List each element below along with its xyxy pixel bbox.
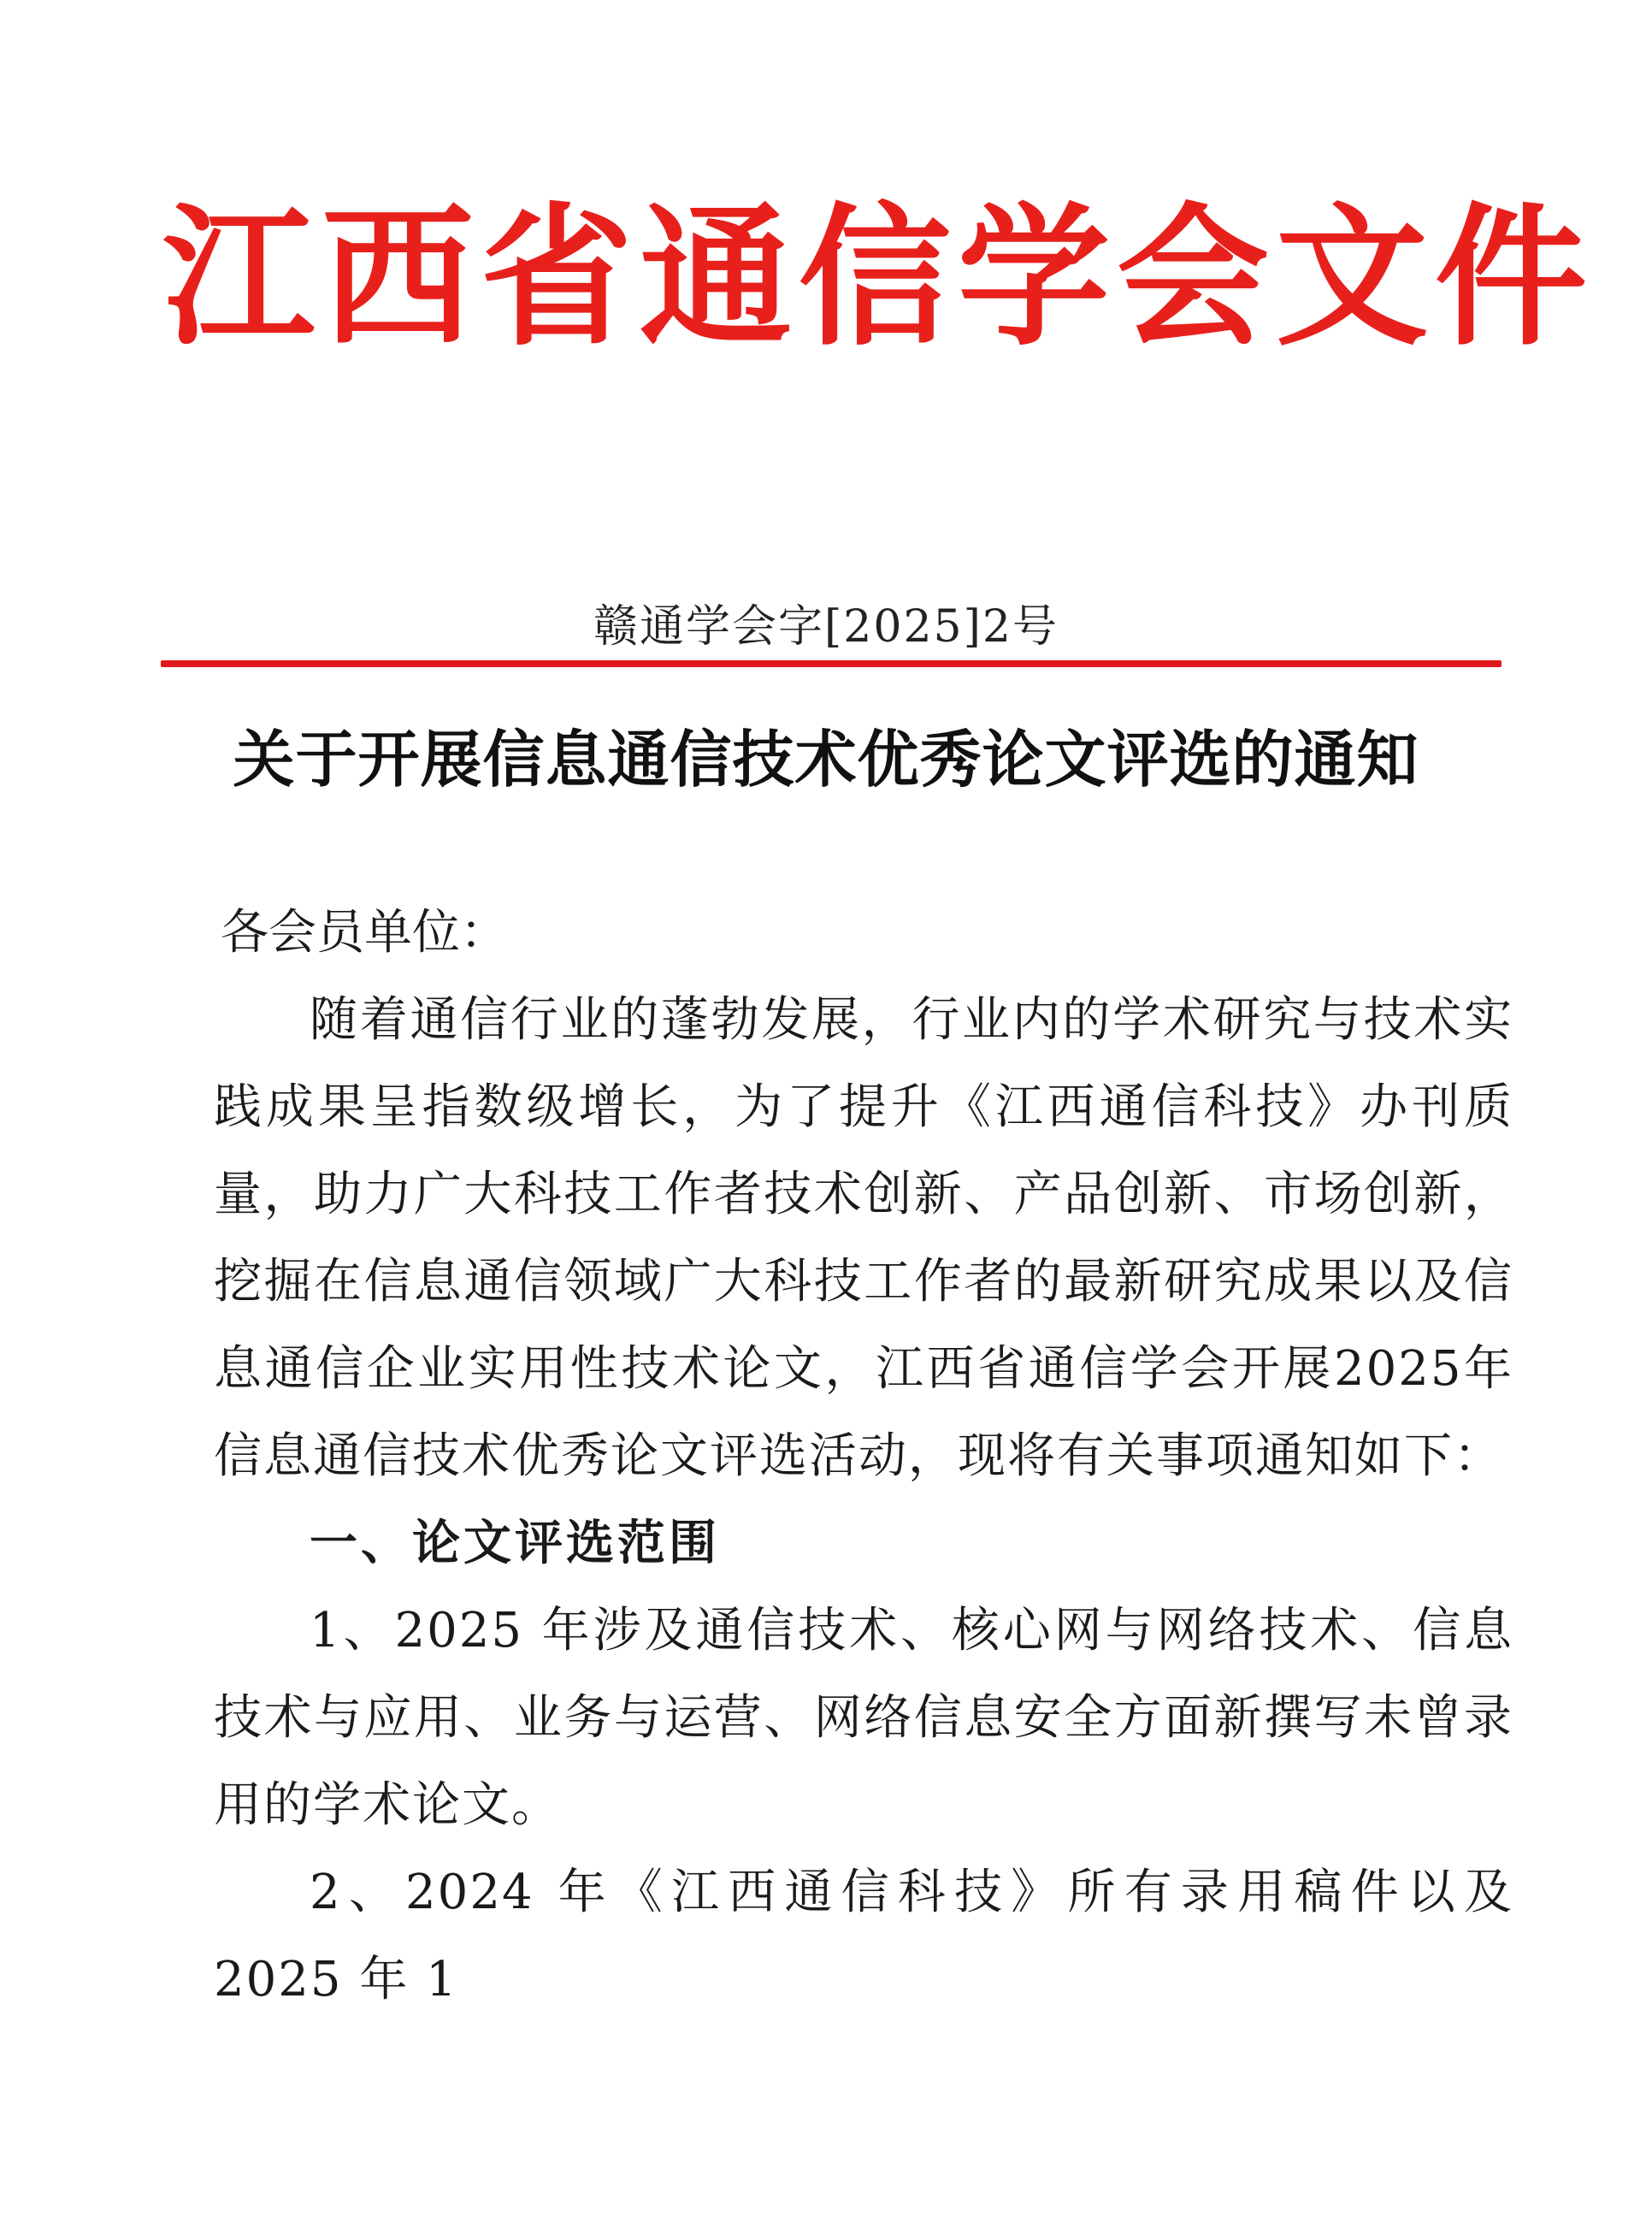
- document-number: 赣通学会字[2025]2号: [593, 601, 1059, 653]
- section-heading: 一、论文评选范围: [310, 1516, 720, 1571]
- intro-paragraph: 随着通信行业的蓬勃发展，行业内的学术研究与技术实践成果呈指数级增长，为了提升《江西通信科技》办刊质量，助力广大科技工作者技术创新、产品创新、市场创新，挖掘在信息通信领域广大科技工作者的最新研究成果以及信息通信企业实用性技术论文，江西省通信学会开展2025年信息通信技术优秀论文评选活动，现将有关事项通知如下：: [214, 992, 1513, 1484]
- notice-title: 关于开展信息通信技术优秀论文评选的通知: [233, 724, 1419, 795]
- list-item: 2、2024 年《江西通信科技》所有录用稿件以及 2025 年 1: [214, 1865, 1513, 2007]
- list-item: 1、2025 年涉及通信技术、核心网与网络技术、信息技术与应用、业务与运营、网络信息安全方面新撰写未曾录用的学术论文。: [214, 1603, 1513, 1833]
- salutation: 各会员单位：: [221, 905, 508, 961]
- red-divider-line: [161, 660, 1502, 667]
- organization-header: 江西省通信学会文件: [162, 187, 1594, 366]
- document-body: [214, 890, 1513, 2024]
